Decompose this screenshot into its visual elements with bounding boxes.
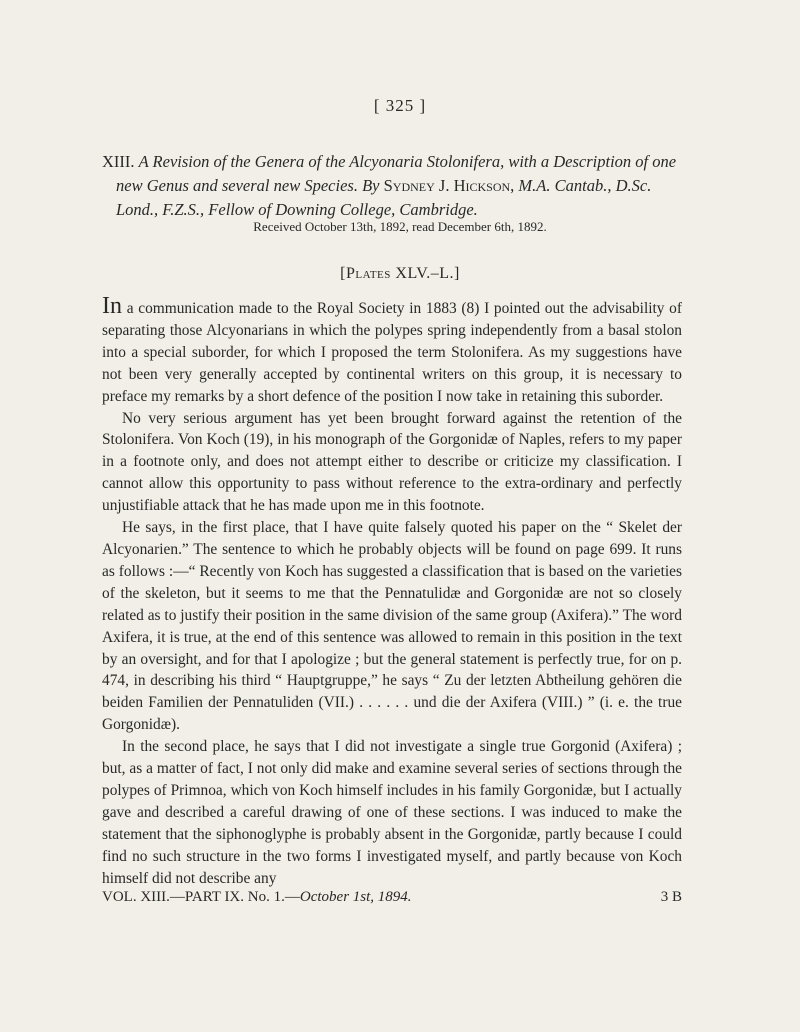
author-name: Sydney J. Hickson, xyxy=(383,176,515,195)
article-body xyxy=(102,293,682,889)
volume-part: VOL. XIII.—PART IX. xyxy=(102,889,245,905)
paragraph: In the second place, he says that I did not investigate a single true Gorgonid (Axifera) ; but, as a matter of fact, I not only did make and examine several series of sections through the polypes of Primnoa, which von Koch himself includes in his family Gorgonidæ, but I actually gave and described a careful drawing of one of these sections. I was induced to make the statement that the siphonoglyphe is probably absent in the Gorgonidæ, partly because I could find no such structure in the two forms I investigated myself, and partly because von Koch himself did not describe any xyxy=(102,738,682,887)
issue-number: No. 1.— xyxy=(247,889,300,905)
plates-reference: [Plates XLV.–L.] xyxy=(340,265,460,282)
author-credentials: M.A. Cantab., D.Sc. Lond., F.Z.S., Fellow of Downing College, Cambridge. xyxy=(116,176,652,219)
drop-cap: In xyxy=(102,293,122,319)
paragraph: No very serious argument has yet been brought forward against the retention of the Stolonifera. Von Koch (19), in his monograph of the Gorgonidæ of Naples, refers to my paper in a footnote only, and does not attempt either to describe or criticize my classification. I cannot allow this opportunity to pass without reference to the extra-ordinary and perfectly unjustifiable attack that he has made upon me in this footnote. xyxy=(102,409,682,515)
article-title-block xyxy=(102,150,696,222)
page-footer xyxy=(102,889,682,906)
footer-citation xyxy=(102,889,412,906)
received-date: Received October 13th, 1892, read December 6th, 1892. xyxy=(253,219,547,234)
article-title: A Revision of the Genera of the Alcyonaria Stolonifera, with a Description of one new Genus and several new Species. xyxy=(116,152,677,195)
issue-date: October 1st, 1894. xyxy=(299,889,412,905)
paragraph: He says, in the first place, that I have quite falsely quoted his paper on the “ Skelet der Alcyonarien.” The sentence to which he probably objects will be found on page 699. It runs as follows :—“ Recently von Koch has suggested a classification that is based on the varieties of the skeleton, but it seems to me that the Pennatulidæ and Gorgonidæ are not so closely related as to justify their position in the same division of the same group (Axifera).” The word Axifera, it is true, at the end of this sentence was allowed to remain in this position in the text by an oversight, and for that I apologize ; but the general statement is perfectly true, for on p. 474, in describing his third “ Hauptgruppe,” he says “ Zu der letzten Abtheilung gehören die beiden Familien der Pennatuliden (VII.) . . . . . . und die der Axifera (VIII.) ” (i. e. the true Gorgonidæ). xyxy=(102,519,682,734)
signature-mark: 3 B xyxy=(660,889,682,905)
paragraph: In a communication made to the Royal Society in 1883 (8) I pointed out the advisability of separating those Alcyonarians in which the polypes spring independently from a basal stolon into a special suborder, for which I proposed the term Stolonifera. As my suggestions have not been very generally accepted by continental writers on this group, it is necessary to preface my remarks by a short defence of the position I now take in retaining this suborder. xyxy=(102,293,682,405)
page-number: [ 325 ] xyxy=(373,96,427,115)
article-number: XIII. xyxy=(102,152,135,171)
author-by: By xyxy=(362,176,380,195)
